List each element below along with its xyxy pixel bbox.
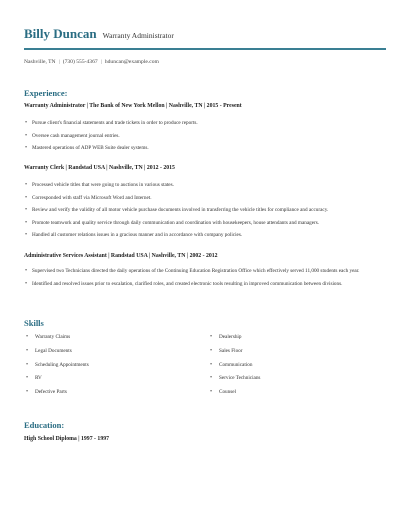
candidate-title: Warranty Administrator — [102, 31, 174, 40]
resume-header — [24, 26, 386, 65]
bullet-icon: • — [210, 347, 213, 354]
contact-email[interactable]: hduncan@example.com — [104, 59, 159, 65]
list-item — [24, 232, 384, 239]
candidate-name: Billy Duncan — [24, 26, 97, 41]
bullet-text: Processed vehicle titles that were going to auctions in various states. — [32, 182, 174, 188]
experience-heading: Experience: — [24, 88, 68, 98]
skill-text: Dealership — [219, 334, 242, 340]
list-item — [24, 268, 384, 275]
bullet-icon: • — [25, 120, 28, 126]
bullet-icon: • — [210, 361, 213, 368]
skill-item — [208, 375, 386, 389]
bullet-text: Pursue client's financial statements and trade tickets in order to produce reports. — [32, 120, 198, 126]
bullet-icon: • — [25, 268, 28, 274]
contact-separator: | — [100, 59, 102, 65]
skill-text: Service Technicians — [219, 375, 261, 382]
bullet-icon: • — [25, 280, 28, 287]
list-item — [24, 207, 384, 214]
job-title: Administrative Services Assistant | Randstad USA | Nashville, TN | 2002 - 2012 — [24, 253, 218, 259]
skill-item — [24, 389, 202, 403]
list-item — [24, 145, 384, 152]
skill-text: Defective Parts — [35, 389, 67, 396]
bullet-icon: • — [26, 347, 29, 354]
skill-item — [208, 334, 386, 348]
bullet-icon: • — [25, 219, 28, 226]
list-item — [24, 281, 384, 288]
bullet-icon: • — [25, 194, 28, 201]
skill-item — [24, 348, 202, 362]
bullet-icon: • — [26, 389, 29, 396]
list-item — [24, 195, 384, 202]
bullet-text: Mastered operations of ADP WEB Suite dealer systems. — [32, 145, 149, 151]
job-title: Warranty Clerk | Randstad USA | Nashville, TN | 2012 - 2015 — [24, 165, 175, 171]
bullet-icon: • — [210, 375, 213, 382]
bullet-icon: • — [210, 334, 213, 340]
skills-grid — [24, 334, 386, 403]
contact-phone: (730) 555-4367 — [62, 59, 98, 65]
bullet-icon: • — [25, 145, 28, 151]
bullet-text: Handled all customer relations issues in a gracious manner and in accordance with company policies. — [32, 232, 243, 238]
skill-item — [24, 375, 202, 389]
skill-text: Scheduling Appointments — [35, 361, 89, 368]
bullet-icon: • — [25, 232, 28, 238]
contact-location: Nashville, TN — [24, 59, 56, 65]
bullet-icon: • — [26, 361, 29, 368]
skill-text: Legal Documents — [35, 347, 72, 354]
skills-heading: Skills — [24, 318, 44, 328]
skill-item — [208, 348, 386, 362]
list-item — [24, 120, 384, 127]
skill-text: Communication — [219, 361, 253, 368]
bullet-icon: • — [210, 389, 213, 396]
job-title: Warranty Administrator | The Bank of New York Mellon | Nashville, TN | 2015 - Present — [24, 103, 242, 109]
list-item — [24, 133, 384, 140]
bullet-icon: • — [25, 132, 28, 139]
name-row — [24, 26, 386, 42]
skill-item — [208, 389, 386, 403]
education-heading: Education: — [24, 420, 65, 430]
bullet-text: Review and verify the validity of all motor vehicle purchase documents involved in transferring the vehicle titles for compliance and accuracy. — [32, 207, 329, 213]
skill-item — [24, 362, 202, 376]
job-bullets — [24, 120, 384, 158]
list-item — [24, 220, 384, 227]
job-bullets — [24, 182, 384, 245]
skill-text: RV — [35, 375, 42, 382]
job-bullets — [24, 268, 384, 293]
bullet-icon: • — [25, 182, 28, 188]
header-divider — [24, 48, 386, 50]
bullet-text: Identified and resolved issues prior to escalation, clarified roles, and created electronic tools resulting in improved communication between divisions. — [32, 280, 343, 287]
bullet-icon: • — [25, 207, 28, 213]
skill-text: Sales Floor — [219, 347, 243, 354]
bullet-icon: • — [26, 375, 29, 382]
bullet-text: Promote teamwork and quality service through daily communication and coordination with housekeepers, house attendants and managers. — [32, 219, 320, 226]
education-entry: High School Diploma | 1997 - 1997 — [24, 436, 110, 442]
skill-item — [208, 362, 386, 376]
skill-item — [24, 334, 202, 348]
bullet-text: Corresponded with staff via Microsoft Word and Internet. — [32, 194, 152, 201]
skill-text: Warranty Claims — [35, 334, 71, 340]
bullet-text: Oversee cash management journal entries. — [32, 132, 120, 139]
contact-separator: | — [58, 59, 60, 65]
list-item — [24, 182, 384, 189]
contact-line — [24, 59, 386, 65]
bullet-text: Supervised two Technicians directed the daily operations of the Continuing Education Registration Office which effectively served 11,000 students each year. — [32, 268, 360, 274]
bullet-icon: • — [26, 334, 29, 340]
skill-text: Counsel — [219, 389, 237, 396]
